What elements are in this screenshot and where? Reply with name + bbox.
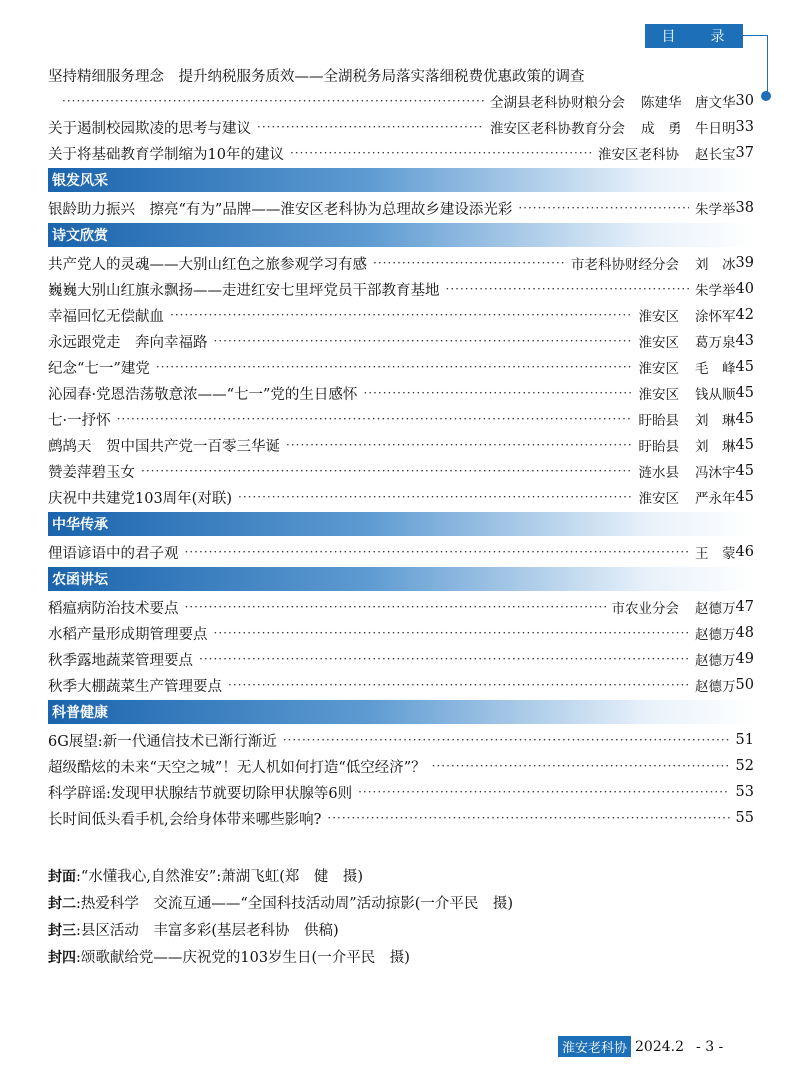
entry-title: 科学辟谣:发现甲状腺结节就要切除甲状腺等6则 bbox=[48, 785, 353, 802]
entry-title: 关于遏制校园欺凌的思考与建议 bbox=[48, 120, 251, 137]
entry-author: 赵德万 bbox=[695, 601, 736, 617]
toc-entry[interactable] bbox=[48, 672, 754, 698]
entry-organization: 淮安区 bbox=[638, 309, 680, 325]
entry-page-number: 42 bbox=[735, 307, 754, 323]
entry-organization: 淮安区 bbox=[638, 361, 680, 377]
entry-organization: 淮安区老科协教育分会 bbox=[490, 121, 626, 137]
dot-leader bbox=[286, 438, 633, 452]
entry-title: 巍巍大别山红旗永飘扬——走进红安七里坪党员干部教育基地 bbox=[48, 282, 440, 299]
entry-organization: 盱眙县 bbox=[638, 439, 680, 455]
entry-title: 幸福回忆无偿献血 bbox=[48, 308, 164, 325]
entry-author: 朱学举 bbox=[695, 283, 736, 299]
entry-title: 七·一抒怀 bbox=[48, 412, 111, 429]
dot-leader bbox=[327, 811, 729, 825]
entry-author: 成 勇 牛日明 bbox=[641, 121, 736, 137]
toc-entry[interactable] bbox=[48, 539, 754, 565]
entry-title: 6G展望:新一代通信技术已渐行渐近 bbox=[48, 733, 277, 750]
entry-author: 刘 冰 bbox=[695, 257, 736, 273]
page-footer bbox=[558, 1036, 723, 1057]
dot-leader bbox=[446, 282, 690, 296]
entry-title: 永远跟党走 奔向幸福路 bbox=[48, 334, 208, 351]
dot-leader bbox=[228, 678, 689, 692]
page-number: - 3 - bbox=[696, 1038, 724, 1055]
entry-page-number: 30 bbox=[735, 93, 754, 109]
entry-title: 关于将基础教育学制缩为10年的建议 bbox=[48, 146, 284, 163]
dot-leader bbox=[290, 146, 592, 160]
entry-page-number: 51 bbox=[735, 732, 754, 748]
entry-organization: 淮安区 bbox=[638, 387, 680, 403]
cover-credit bbox=[48, 862, 754, 889]
toc-entry[interactable] bbox=[48, 727, 754, 753]
section-header: 银发风采 bbox=[48, 168, 754, 192]
entry-title: 超级酷炫的未来“天空之城”！无人机如何打造“低空经济”？ bbox=[48, 759, 426, 776]
dot-leader bbox=[238, 490, 633, 504]
entry-page-number: 45 bbox=[735, 385, 754, 401]
entry-author: 赵德万 bbox=[695, 653, 736, 669]
toc-entry[interactable] bbox=[48, 406, 754, 432]
entry-page-number: 45 bbox=[735, 437, 754, 453]
magazine-name: 淮安老科协 bbox=[558, 1036, 631, 1057]
dot-leader bbox=[214, 334, 633, 348]
entry-page-number: 33 bbox=[735, 119, 754, 135]
toc-entry[interactable] bbox=[48, 779, 754, 805]
entry-organization: 淮安区老科协 bbox=[598, 147, 680, 163]
section-header: 农函讲坛 bbox=[48, 567, 754, 591]
dot-leader bbox=[199, 652, 689, 666]
entry-title: 水稻产量形成期管理要点 bbox=[48, 626, 208, 643]
entry-title: 俚语谚语中的君子观 bbox=[48, 545, 179, 562]
entry-page-number: 45 bbox=[735, 411, 754, 427]
entry-title: 秋季露地蔬菜管理要点 bbox=[48, 652, 193, 669]
toc-entry[interactable] bbox=[48, 458, 754, 484]
entry-author: 钱从顺 bbox=[695, 387, 736, 403]
cover-description: :“水懂我心,自然淮安”:萧湖飞虹(郑 健 摄) bbox=[76, 869, 364, 885]
entry-author: 赵德万 bbox=[695, 679, 736, 695]
entry-title: 赞姜萍碧玉女 bbox=[48, 464, 135, 481]
cover-label: 封面 bbox=[48, 868, 76, 885]
toc-entry[interactable] bbox=[48, 646, 754, 672]
entry-organization: 淮安区 bbox=[638, 335, 680, 351]
dot-leader bbox=[185, 545, 690, 559]
toc-entry[interactable] bbox=[48, 484, 754, 510]
toc-entry[interactable] bbox=[48, 302, 754, 328]
entry-organization: 全湖县老科协财粮分会 bbox=[490, 95, 626, 111]
toc-tab-char-1: 目 bbox=[661, 29, 678, 45]
toc-entry[interactable] bbox=[48, 62, 754, 88]
dot-leader bbox=[373, 256, 565, 270]
entry-author: 刘 琳 bbox=[695, 439, 736, 455]
toc-entry[interactable] bbox=[48, 140, 754, 166]
entry-page-number: 40 bbox=[735, 281, 754, 297]
table-of-contents bbox=[48, 62, 754, 831]
dot-leader bbox=[432, 759, 730, 773]
section-header: 中华传承 bbox=[48, 512, 754, 536]
entry-author: 赵德万 bbox=[695, 627, 736, 643]
entry-organization: 市老科协财经分会 bbox=[571, 257, 680, 273]
entry-author: 赵长宝 bbox=[695, 147, 736, 163]
cover-credit bbox=[48, 943, 754, 970]
dot-leader bbox=[358, 785, 729, 799]
entry-page-number: 49 bbox=[735, 651, 754, 667]
dot-leader bbox=[283, 733, 730, 747]
entry-author: 刘 琳 bbox=[695, 413, 736, 429]
entry-page-number: 43 bbox=[735, 333, 754, 349]
entry-organization: 市农业分会 bbox=[611, 601, 680, 617]
cover-description: :热爱科学 交流互通——“全国科技活动周”活动掠影(一介平民 摄) bbox=[76, 896, 514, 912]
toc-tab-char-2: 录 bbox=[710, 29, 727, 45]
entry-author: 朱学举 bbox=[695, 202, 736, 218]
entry-organization: 涟水县 bbox=[638, 465, 680, 481]
entry-author: 毛 峰 bbox=[695, 361, 736, 377]
entry-author: 王 蒙 bbox=[695, 546, 736, 562]
toc-entry[interactable] bbox=[48, 620, 754, 646]
entry-author: 葛万泉 bbox=[695, 335, 736, 351]
entry-title: 沁园春·党恩浩荡敬意浓——“七一”党的生日感怀 bbox=[48, 386, 358, 403]
entry-organization: 盱眙县 bbox=[638, 413, 680, 429]
entry-page-number: 45 bbox=[735, 489, 754, 505]
cover-label: 封三 bbox=[48, 922, 76, 939]
cover-credits bbox=[48, 862, 754, 970]
entry-author: 涂怀军 bbox=[695, 309, 736, 325]
cover-label: 封二 bbox=[48, 895, 76, 912]
entry-author: 冯沐宇 bbox=[695, 465, 736, 481]
toc-entry[interactable] bbox=[48, 432, 754, 458]
dot-leader bbox=[62, 94, 484, 108]
cover-credit bbox=[48, 916, 754, 943]
entry-organization: 淮安区 bbox=[638, 491, 680, 507]
dot-leader bbox=[257, 120, 484, 134]
dot-leader bbox=[141, 464, 633, 478]
entry-author: 陈建华 唐文华 bbox=[641, 95, 736, 111]
decorative-dot bbox=[761, 91, 771, 101]
toc-entry[interactable] bbox=[48, 753, 754, 779]
toc-header-tab bbox=[645, 24, 743, 48]
decorative-line bbox=[767, 35, 768, 95]
entry-title: 鹧鸪天 贺中国共产党一百零三华诞 bbox=[48, 438, 280, 455]
entry-title: 稻瘟病防治技术要点 bbox=[48, 600, 179, 617]
toc-entry[interactable] bbox=[48, 805, 754, 831]
toc-entry[interactable] bbox=[48, 88, 754, 114]
entry-page-number: 50 bbox=[735, 677, 754, 693]
cover-label: 封四 bbox=[48, 949, 76, 966]
entry-author: 严永年 bbox=[695, 491, 736, 507]
toc-entry[interactable] bbox=[48, 276, 754, 302]
dot-leader bbox=[156, 360, 633, 374]
dot-leader bbox=[518, 201, 689, 215]
entry-page-number: 45 bbox=[735, 463, 754, 479]
entry-page-number: 37 bbox=[735, 145, 754, 161]
dot-leader bbox=[363, 386, 632, 400]
toc-entry[interactable] bbox=[48, 114, 754, 140]
decorative-line bbox=[743, 35, 767, 36]
entry-page-number: 39 bbox=[735, 255, 754, 271]
entry-page-number: 38 bbox=[735, 200, 754, 216]
toc-entry[interactable] bbox=[48, 594, 754, 620]
entry-page-number: 55 bbox=[735, 810, 754, 826]
toc-entry[interactable] bbox=[48, 250, 754, 276]
entry-page-number: 46 bbox=[735, 544, 754, 560]
dot-leader bbox=[170, 308, 633, 322]
entry-title: 共产党人的灵魂——大别山红色之旅参观学习有感 bbox=[48, 256, 367, 273]
entry-page-number: 48 bbox=[735, 625, 754, 641]
dot-leader bbox=[214, 626, 690, 640]
entry-title: 纪念“七一”建党 bbox=[48, 360, 150, 377]
entry-page-number: 45 bbox=[735, 359, 754, 375]
cover-credit bbox=[48, 889, 754, 916]
cover-description: :县区活动 丰富多彩(基层老科协 供稿) bbox=[76, 923, 339, 939]
entry-page-number: 52 bbox=[735, 758, 754, 774]
dot-leader bbox=[185, 600, 606, 614]
entry-page-number: 53 bbox=[735, 784, 754, 800]
entry-title: 秋季大棚蔬菜生产管理要点 bbox=[48, 678, 222, 695]
entry-title: 庆祝中共建党103周年(对联) bbox=[48, 490, 232, 507]
toc-entry[interactable] bbox=[48, 380, 754, 406]
entry-title: 银龄助力振兴 擦亮“有为”品牌——淮安区老科协为总理故乡建设添光彩 bbox=[48, 201, 513, 218]
toc-entry[interactable] bbox=[48, 328, 754, 354]
section-header: 诗文欣赏 bbox=[48, 223, 754, 247]
section-header: 科普健康 bbox=[48, 700, 754, 724]
entry-page-number: 47 bbox=[735, 599, 754, 615]
entry-title: 长时间低头看手机,会给身体带来哪些影响? bbox=[48, 811, 322, 828]
cover-description: :颂歌献给党——庆祝党的103岁生日(一介平民 摄) bbox=[76, 950, 410, 966]
issue-number: 2024.2 bbox=[635, 1038, 685, 1055]
toc-entry[interactable] bbox=[48, 195, 754, 221]
dot-leader bbox=[117, 412, 633, 426]
entry-title: 坚持精细服务理念 提升纳税服务质效——全湖税务局落实落细税费优惠政策的调查 bbox=[48, 68, 585, 85]
toc-entry[interactable] bbox=[48, 354, 754, 380]
